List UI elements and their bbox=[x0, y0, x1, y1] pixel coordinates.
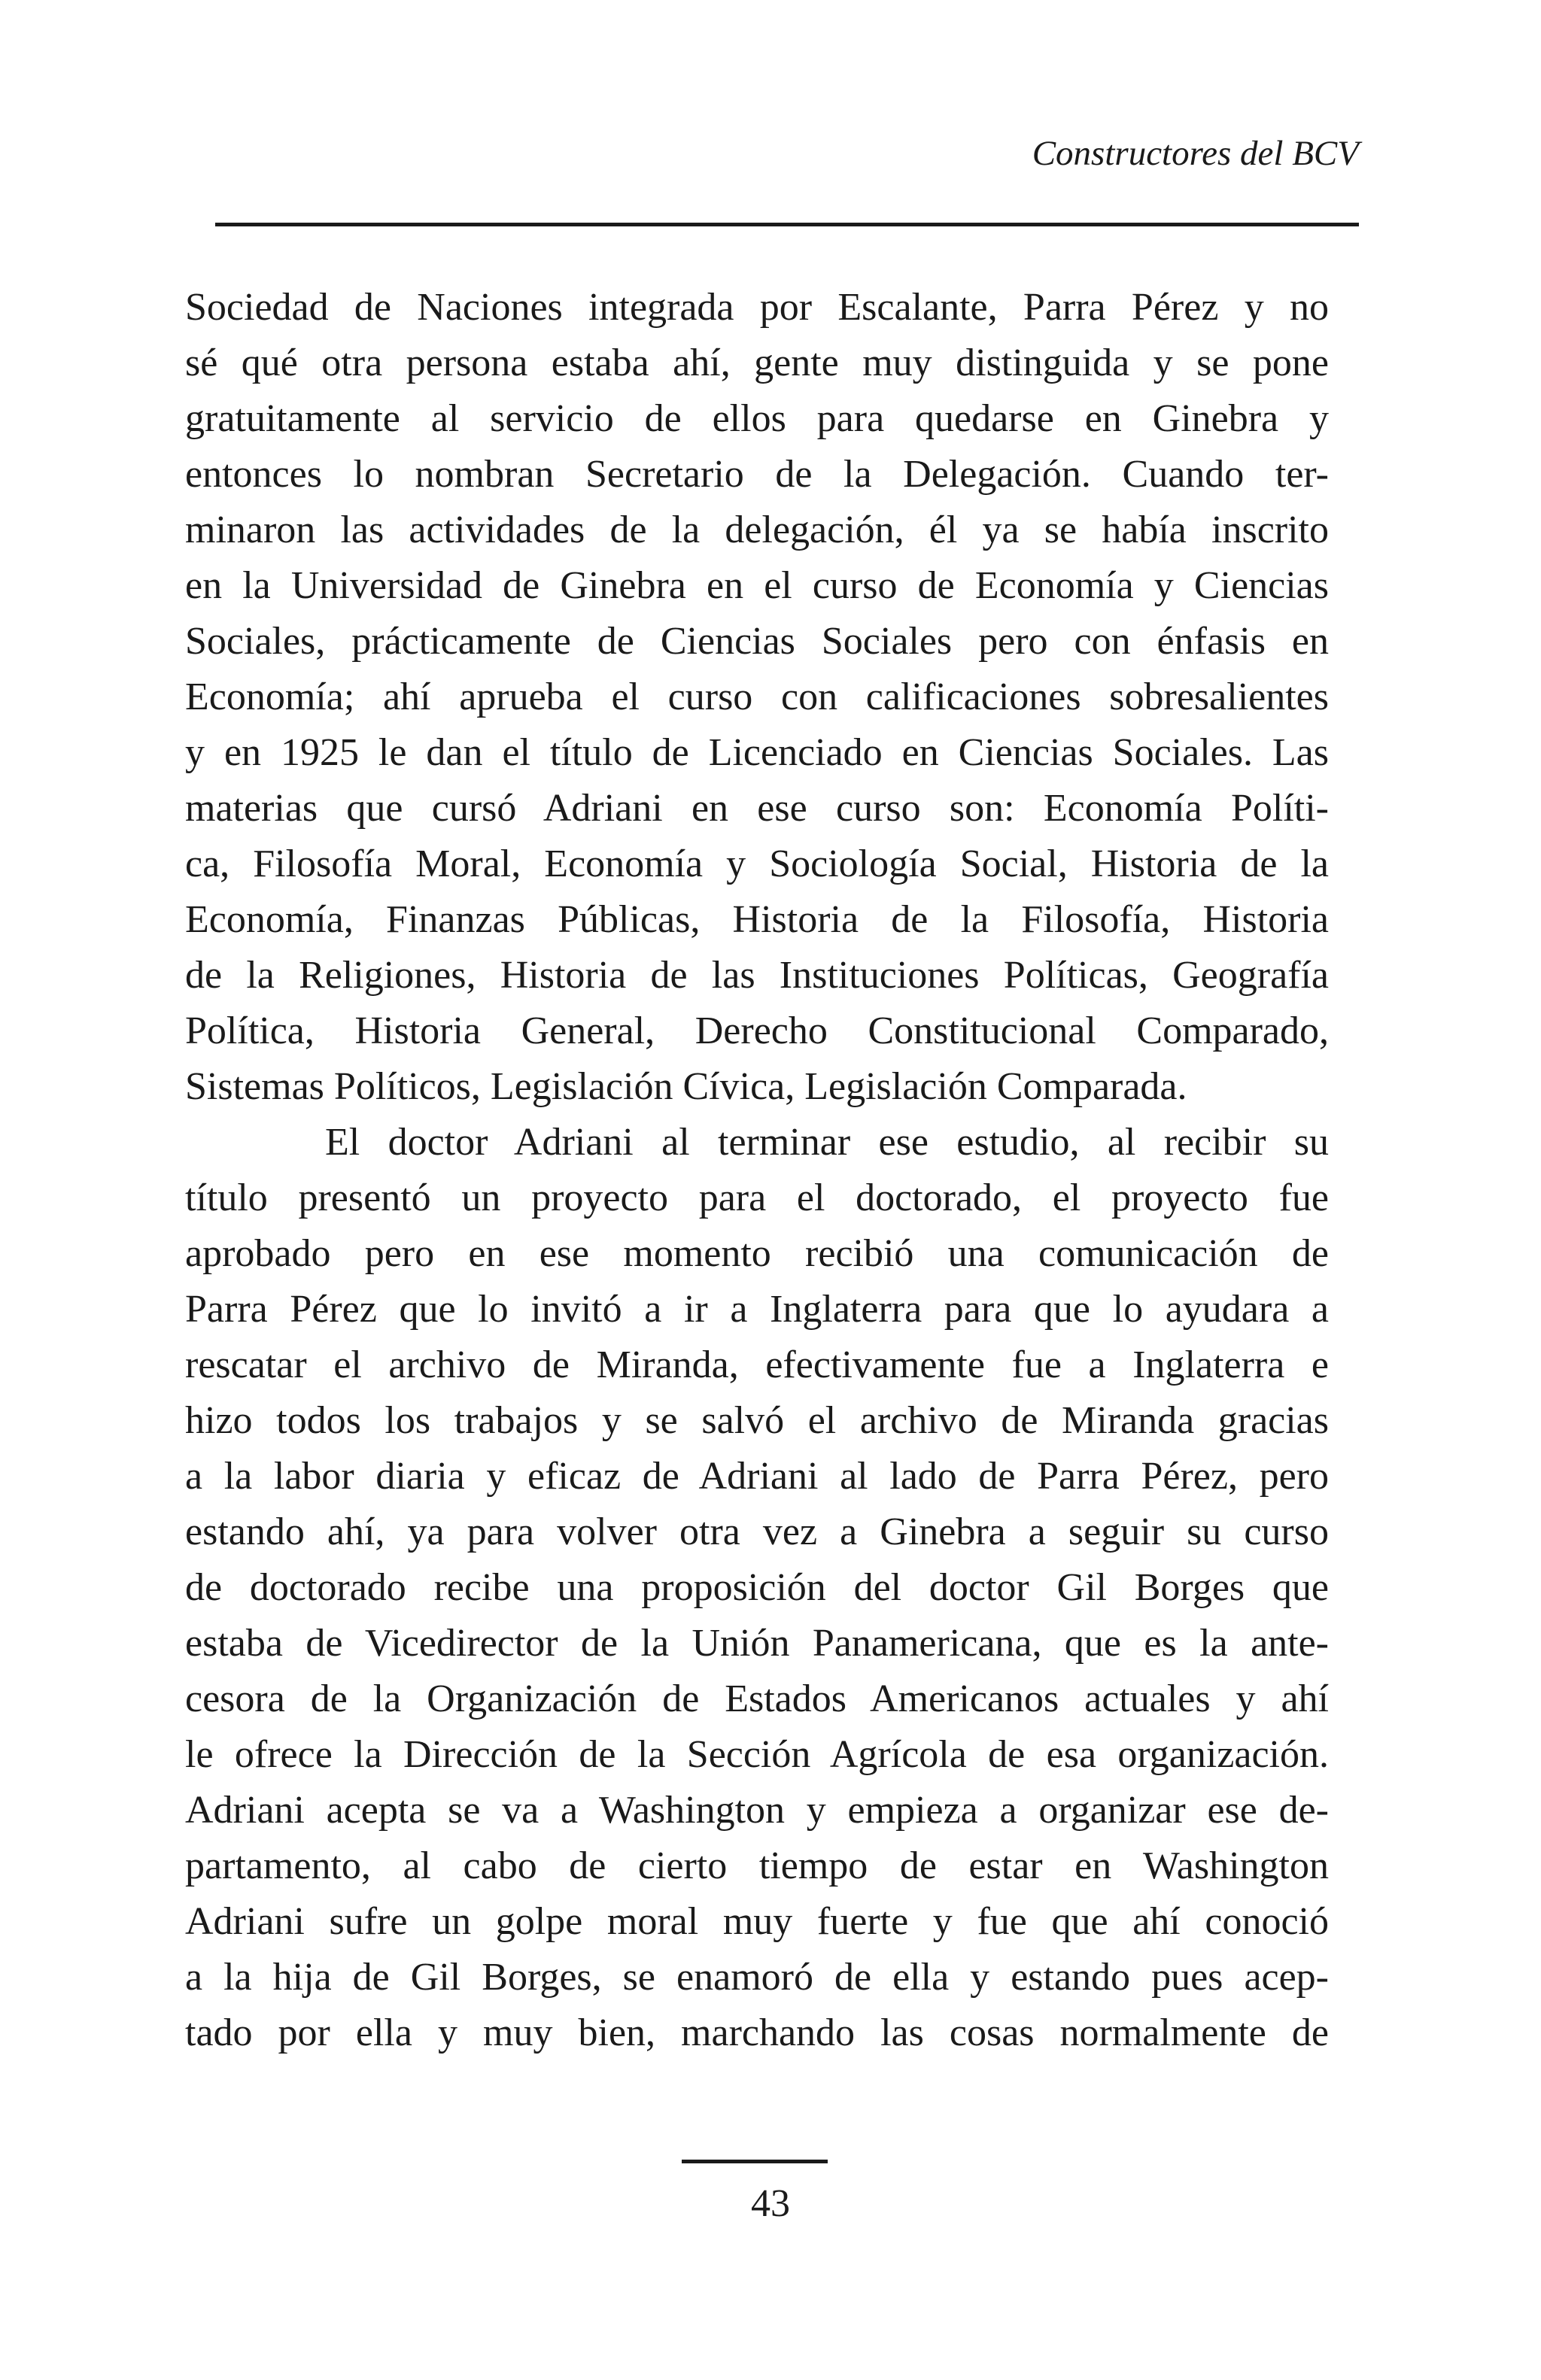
text-line: sé qué otra persona estaba ahí, gente muy distinguida y se pone bbox=[185, 342, 1329, 384]
header-rule bbox=[215, 223, 1359, 226]
text-line: estando ahí, ya para volver otra vez a Ginebra a seguir su curso bbox=[185, 1510, 1329, 1553]
footer-rule bbox=[682, 2160, 828, 2163]
text-line: Sociales, prácticamente de Ciencias Sociales pero con énfasis en bbox=[185, 620, 1329, 663]
page-number: 43 bbox=[751, 2182, 790, 2225]
text-line: de doctorado recibe una proposición del doctor Gil Borges que bbox=[185, 1566, 1329, 1609]
text-line: gratuitamente al servicio de ellos para quedarse en Ginebra y bbox=[185, 397, 1329, 440]
text-line: en la Universidad de Ginebra en el curso de Economía y Ciencias bbox=[185, 564, 1329, 607]
text-line: minaron las actividades de la delegación, él ya se había inscrito bbox=[185, 508, 1329, 551]
text-line: Adriani sufre un golpe moral muy fuerte y fue que ahí conoció bbox=[185, 1900, 1329, 1943]
text-line: Política, Historia General, Derecho Constitucional Comparado, bbox=[185, 1009, 1329, 1052]
text-line: cesora de la Organización de Estados Americanos actuales y ahí bbox=[185, 1677, 1329, 1720]
text-line: Adriani acepta se va a Washington y empieza a organizar ese de- bbox=[185, 1789, 1329, 1832]
text-line: a la labor diaria y eficaz de Adriani al lado de Parra Pérez, pero bbox=[185, 1455, 1329, 1498]
text-line: de la Religiones, Historia de las Instituciones Políticas, Geografía bbox=[185, 954, 1329, 997]
text-line: aprobado pero en ese momento recibió una comunicación de bbox=[185, 1232, 1329, 1275]
text-line: ca, Filosofía Moral, Economía y Sociología Social, Historia de la bbox=[185, 842, 1329, 885]
body-text bbox=[185, 280, 1329, 2061]
text-line: Sistemas Políticos, Legislación Cívica, Legislación Comparada. bbox=[185, 1065, 1187, 1108]
text-line: hizo todos los trabajos y se salvó el archivo de Miranda gracias bbox=[185, 1399, 1329, 1442]
text-line: a la hija de Gil Borges, se enamoró de ella y estando pues acep- bbox=[185, 1956, 1329, 1999]
text-line: título presentó un proyecto para el doctorado, el proyecto fue bbox=[185, 1176, 1329, 1219]
text-line: le ofrece la Dirección de la Sección Agrícola de esa organización. bbox=[185, 1733, 1329, 1776]
text-line: Economía, Finanzas Públicas, Historia de la Filosofía, Historia bbox=[185, 898, 1329, 941]
text-line: Sociedad de Naciones integrada por Escalante, Parra Pérez y no bbox=[185, 286, 1329, 329]
text-line: partamento, al cabo de cierto tiempo de estar en Washington bbox=[185, 1844, 1329, 1887]
text-line: rescatar el archivo de Miranda, efectivamente fue a Inglaterra e bbox=[185, 1343, 1329, 1386]
text-line: y en 1925 le dan el título de Licenciado en Ciencias Sociales. Las bbox=[185, 731, 1329, 774]
text-line: tado por ella y muy bien, marchando las cosas normalmente de bbox=[185, 2011, 1329, 2054]
text-line: El doctor Adriani al terminar ese estudio, al recibir su bbox=[325, 1121, 1329, 1164]
text-line: Parra Pérez que lo invitó a ir a Inglaterra para que lo ayudara a bbox=[185, 1288, 1329, 1331]
text-line: estaba de Vicedirector de la Unión Panamericana, que es la ante- bbox=[185, 1622, 1329, 1665]
running-header: Constructores del BCV bbox=[1032, 134, 1359, 173]
paragraph-2 bbox=[185, 1115, 1329, 2061]
paragraph-1 bbox=[185, 280, 1329, 1115]
text-line: materias que cursó Adriani en ese curso son: Economía Políti- bbox=[185, 787, 1329, 830]
text-line: Economía; ahí aprueba el curso con calificaciones sobresalientes bbox=[185, 675, 1329, 718]
text-line: entonces lo nombran Secretario de la Delegación. Cuando ter- bbox=[185, 453, 1329, 496]
